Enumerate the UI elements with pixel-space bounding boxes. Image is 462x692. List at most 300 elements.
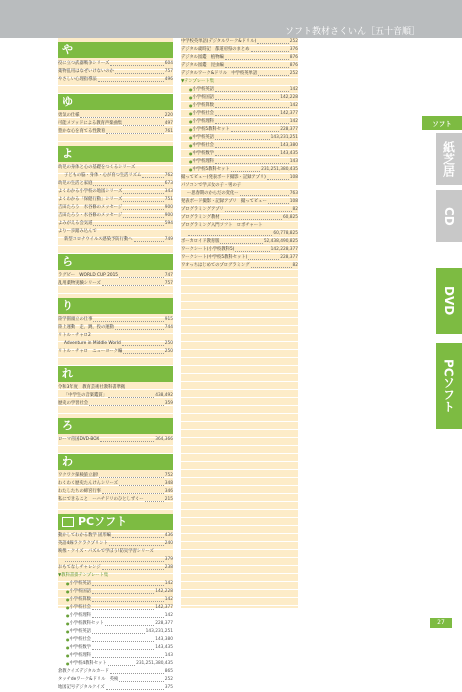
entry-title: ラグビー WORLD CUP 2015	[58, 273, 119, 278]
tab-cd-label: CD	[442, 206, 456, 226]
bullet-icon: ●	[189, 87, 193, 92]
entry-title: ワークシート(小学校教科5)	[181, 247, 235, 252]
bullet-icon: ●	[66, 613, 70, 618]
entry-page: 594	[164, 221, 173, 226]
leader-dots	[92, 604, 154, 610]
index-entry[interactable]	[58, 496, 173, 504]
leader-dots	[215, 110, 279, 116]
header-bar	[0, 0, 462, 38]
entry-page: 747	[164, 273, 173, 278]
entry-title: 可能メソッドによる教育声楽曲集	[58, 121, 123, 126]
section-header	[58, 366, 173, 382]
entry-title: 小学校5教科セット	[192, 127, 230, 132]
entry-title: 中学校英語	[192, 135, 214, 140]
entry-title: ▼テンプレート集	[181, 79, 214, 84]
bullet-icon: ●	[189, 111, 193, 116]
entry-page: 604	[164, 61, 173, 66]
entry-title: リトル・チャロ2	[58, 333, 91, 338]
section-header	[58, 146, 173, 162]
section-gap	[58, 444, 173, 450]
index-title: ソフト教材さくいん［五十音順］	[284, 27, 420, 37]
index-entry[interactable]	[58, 620, 173, 628]
index-entry[interactable]	[58, 324, 173, 332]
leader-dots	[215, 118, 289, 124]
section-gap	[58, 136, 173, 142]
bullet-icon: ●	[189, 127, 193, 132]
entry-title: 歴史の学習社会	[58, 401, 89, 406]
bullet-icon: ●	[189, 159, 193, 164]
entry-page: 876	[289, 63, 298, 68]
index-column-left	[58, 38, 173, 692]
entry-title: 英語4線ラクラクプリント	[58, 541, 108, 546]
index-entry[interactable]	[58, 112, 173, 120]
entry-page: 143,231,251	[145, 629, 173, 634]
index-entry[interactable]	[58, 272, 173, 280]
index-entry[interactable]	[181, 110, 298, 118]
index-entry[interactable]	[181, 198, 298, 206]
index-entry[interactable]	[58, 604, 173, 612]
entry-title: 中学校英語	[69, 629, 91, 634]
leader-dots	[92, 636, 154, 642]
entry-title: わたしたちの締宮行事	[58, 489, 101, 494]
entry-title: よりー歩踏み込んで	[58, 229, 97, 234]
index-entry[interactable]	[58, 480, 173, 488]
index-entry[interactable]	[181, 102, 298, 110]
index-entry[interactable]	[181, 46, 298, 54]
entry-page: 142,377	[280, 111, 298, 116]
entry-title: おもてなしチャレンジ	[58, 565, 101, 570]
entry-page: 82	[292, 263, 298, 268]
entry-page: 762	[164, 173, 173, 178]
index-entry[interactable]	[58, 68, 173, 76]
leader-dots	[123, 204, 164, 210]
entry-title: 陸上運動 走、跳、投の運動	[58, 325, 114, 330]
computer-icon	[62, 517, 74, 527]
section-header	[58, 298, 173, 314]
section-header-label: ら	[62, 255, 73, 268]
entry-page: 749	[164, 237, 173, 242]
leader-dots	[93, 220, 163, 226]
index-entry[interactable]	[58, 660, 173, 668]
entry-page: 496	[164, 77, 173, 82]
leader-dots	[102, 488, 164, 494]
section-header-label: ろ	[62, 419, 73, 432]
section-header-label: ゆ	[62, 95, 73, 108]
entry-page: 143	[289, 159, 298, 164]
entry-page: 876	[289, 55, 298, 60]
entry-page: 436	[164, 533, 173, 538]
leader-dots	[215, 150, 279, 156]
entry-title: 発表ボード撮影・記録アプリ 撮ってビュー	[181, 199, 267, 204]
tab-software-label: ソフト	[432, 119, 452, 128]
entry-page: 900	[164, 213, 173, 218]
leader-dots	[134, 236, 164, 242]
entry-page: 752	[164, 473, 173, 478]
index-entry[interactable]	[181, 78, 298, 86]
leader-dots	[119, 272, 164, 278]
leader-dots	[102, 564, 164, 570]
leader-dots	[106, 128, 164, 134]
entry-page: 143,231,251	[270, 135, 298, 140]
entry-page: 142	[164, 581, 173, 586]
bullet-icon: ●	[66, 581, 70, 586]
index-entry[interactable]	[181, 150, 298, 158]
index-entry[interactable]	[58, 196, 173, 204]
leader-dots	[235, 246, 269, 252]
bullet-icon: ●	[189, 151, 193, 156]
section-header	[58, 94, 173, 110]
tab-dvd-label: DVD	[442, 286, 456, 316]
entry-page: 215	[164, 497, 173, 502]
entry-title: 豊かな心を育てる性教育	[58, 129, 106, 134]
index-entry[interactable]	[58, 172, 173, 180]
leader-dots	[225, 54, 289, 60]
entry-title: 吉田たろう 水谷修のメッセージ	[58, 205, 123, 210]
entry-title: デジタル図鑑 昆虫編	[181, 63, 224, 68]
index-entry[interactable]	[58, 164, 173, 172]
bullet-icon: ●	[66, 653, 70, 658]
index-entry[interactable]	[58, 228, 173, 236]
index-column-right	[181, 38, 298, 270]
leader-dots	[112, 532, 164, 538]
index-entry[interactable]	[58, 684, 173, 692]
index-entry[interactable]	[58, 644, 173, 652]
section-gap	[58, 504, 173, 510]
leader-dots	[123, 188, 164, 194]
leader-dots	[110, 60, 163, 66]
bullet-icon: ●	[66, 605, 70, 610]
entry-page: 346	[164, 489, 173, 494]
entry-title: 私にできること ーハチドリのひとしずくー	[58, 497, 144, 502]
section-gap	[58, 356, 173, 362]
section-gap	[58, 408, 173, 414]
entry-title: 小学校英語	[192, 87, 214, 92]
leader-dots	[123, 196, 164, 202]
entry-title: ワクワク探検旅立創!	[58, 473, 99, 478]
entry-page: 252	[164, 677, 173, 682]
index-entry[interactable]	[58, 436, 173, 444]
index-entry[interactable]	[181, 70, 298, 78]
leader-dots	[93, 316, 163, 322]
leader-dots	[231, 166, 260, 172]
entry-page: 763	[289, 191, 298, 196]
leader-dots	[89, 400, 164, 406]
entry-title: ボーカロイド教育版	[181, 239, 220, 244]
index-entry[interactable]	[58, 280, 173, 288]
entry-page: 379	[164, 557, 173, 562]
section-header	[58, 254, 173, 270]
index-entry[interactable]	[181, 54, 298, 62]
bullet-icon: ●	[66, 589, 70, 594]
entry-title: タッチdeワーク&ドリル 英検	[58, 677, 119, 682]
index-entry[interactable]	[58, 488, 173, 496]
leader-dots	[142, 172, 164, 178]
entry-title: 幼児の身体と心の基礎をつくるシリーズ	[58, 165, 136, 170]
index-entry[interactable]	[58, 572, 173, 580]
entry-title: 中学校数学	[192, 151, 214, 156]
index-entry[interactable]	[58, 316, 173, 324]
index-entry[interactable]	[58, 588, 173, 596]
entry-title: 薬物乱用はなぜいけないのか	[58, 69, 114, 74]
index-entry[interactable]	[58, 628, 173, 636]
tab-kamishibai[interactable]	[436, 133, 462, 185]
leader-dots	[102, 280, 164, 286]
entry-title: デジタル図鑑 植物編	[181, 55, 224, 60]
entry-title: 小学校英語	[69, 581, 91, 586]
entry-title: 小学校算数	[192, 103, 214, 108]
leader-dots	[115, 324, 164, 330]
section-header-label: よ	[62, 147, 73, 160]
index-entry[interactable]	[58, 400, 173, 408]
leader-dots	[145, 496, 164, 502]
entry-page: 142,228	[280, 95, 298, 100]
leader-dots	[215, 142, 279, 148]
entry-page: 250	[164, 341, 173, 346]
entry-title: ー思春期のからだの変化ー	[187, 191, 239, 196]
leader-dots	[122, 340, 164, 346]
entry-title: Adventure in Middle World	[64, 341, 121, 346]
index-entry[interactable]	[181, 214, 298, 222]
entry-page: 364,366	[155, 437, 173, 442]
entry-page: 142,228,377	[270, 247, 298, 252]
leader-dots	[215, 158, 289, 164]
index-entry[interactable]	[58, 612, 173, 620]
index-entry[interactable]	[181, 222, 298, 230]
leader-dots	[215, 102, 289, 108]
index-entry[interactable]	[58, 188, 173, 196]
leader-dots	[100, 436, 154, 442]
leader-dots	[220, 238, 262, 244]
entry-title: デジタルワーク&ドリル 中学校英単語	[181, 71, 258, 76]
entry-title: 小学校理科	[192, 119, 214, 124]
index-entry[interactable]	[181, 94, 298, 102]
leader-dots	[92, 644, 154, 650]
index-entry[interactable]	[58, 472, 173, 480]
leader-dots	[257, 38, 289, 44]
leader-dots	[115, 68, 164, 74]
section-header-label: り	[62, 299, 73, 312]
entry-page: 252	[289, 71, 298, 76]
entry-title: リトル・チャロ ニューヨーク編	[58, 349, 123, 354]
entry-title: 新型コロナウイルス感染予防行動へ	[64, 237, 133, 242]
index-entry[interactable]	[58, 220, 173, 228]
entry-page: 142	[289, 119, 298, 124]
leader-dots	[123, 212, 164, 218]
entry-page: 60,825	[282, 215, 298, 220]
entry-page: 359	[164, 401, 173, 406]
section-header-label: わ	[62, 455, 73, 468]
entry-title: 乱用薬物実験シリーズ	[58, 281, 101, 286]
index-entry[interactable]	[181, 182, 298, 190]
entry-page: 142	[289, 103, 298, 108]
index-entry[interactable]	[58, 340, 173, 348]
entry-page: 497	[164, 121, 173, 126]
index-entry[interactable]	[58, 76, 173, 84]
entry-title: プログラミングアプリ	[181, 207, 224, 212]
index-entry[interactable]	[58, 668, 173, 676]
index-entry[interactable]	[181, 118, 298, 126]
index-entry[interactable]	[58, 204, 173, 212]
entry-page: 757	[164, 281, 173, 286]
entry-page: 915	[164, 317, 173, 322]
index-entry[interactable]	[58, 580, 173, 588]
leader-dots	[92, 652, 164, 658]
entry-page: 108	[289, 199, 298, 204]
leader-dots	[92, 580, 164, 586]
entry-title: 小学校理科	[69, 613, 91, 618]
leader-dots	[225, 62, 289, 68]
section-header	[58, 418, 173, 434]
entry-page: 142,377	[155, 605, 173, 610]
entry-title: 動かしてわかる数学 固形編	[58, 533, 111, 538]
index-entry[interactable]	[181, 262, 298, 270]
entry-title: 中学校5教科セット	[192, 167, 230, 172]
entry-title: 映像・クイズ・パズルで学ぼう!防災学習シリーズ	[58, 549, 154, 554]
section-header-label: れ	[62, 367, 73, 380]
entry-title: ワオっちはじめてのプログラミング	[181, 263, 250, 268]
entry-page: 744	[164, 325, 173, 330]
bullet-icon: ●	[189, 95, 193, 100]
index-entry[interactable]	[58, 636, 173, 644]
leader-dots	[231, 126, 280, 132]
tab-dvd[interactable]	[436, 268, 462, 334]
index-entry[interactable]	[181, 174, 298, 182]
index-entry[interactable]	[58, 236, 173, 244]
leader-dots	[110, 668, 164, 674]
entry-page: 60,778,825	[273, 231, 298, 236]
tab-pc-software[interactable]	[436, 343, 462, 429]
entry-page: 220	[164, 113, 173, 118]
section-gap	[58, 244, 173, 250]
index-entry[interactable]	[58, 532, 173, 540]
page-number: 27	[430, 618, 452, 628]
index-entry[interactable]	[58, 180, 173, 188]
entry-page: 252	[289, 39, 298, 44]
entry-page: 438,492	[155, 393, 173, 398]
entry-title: ▼教科書掛テンプレート集	[58, 573, 109, 578]
entry-title: わくわく歴史たんけんシリーズ	[58, 481, 118, 486]
entry-title: 令和3年度 教育芸術社教科書準拠	[58, 385, 126, 390]
leader-dots	[248, 254, 279, 260]
bullet-icon: ●	[66, 629, 70, 634]
index-entry[interactable]	[181, 206, 298, 214]
leader-dots	[92, 612, 164, 618]
index-entry[interactable]	[181, 246, 298, 254]
bullet-icon: ●	[66, 597, 70, 602]
bullet-icon: ●	[189, 119, 193, 124]
entry-page: 375	[164, 685, 173, 690]
entry-page: 143	[164, 653, 173, 658]
entry-title: 小学校社会	[192, 111, 214, 116]
leader-dots	[108, 392, 154, 398]
leader-dots	[99, 472, 163, 478]
index-entry[interactable]	[181, 142, 298, 150]
index-entry[interactable]	[58, 128, 173, 136]
leader-dots	[240, 190, 289, 196]
index-entry[interactable]	[181, 86, 298, 94]
entry-page: 348	[164, 481, 173, 486]
entry-page: 228,377	[155, 621, 173, 626]
entry-title: 小学校社会	[69, 605, 91, 610]
tab-software[interactable]	[422, 116, 462, 130]
leader-dots	[188, 230, 272, 236]
entry-page: 376	[289, 47, 298, 52]
index-entry[interactable]	[58, 392, 173, 400]
entry-page: 900	[164, 205, 173, 210]
entry-page: 231,251,380,435	[136, 661, 173, 666]
leader-dots	[108, 660, 135, 666]
index-entry[interactable]	[181, 62, 298, 70]
index-entry[interactable]	[181, 158, 298, 166]
bullet-icon: ●	[189, 103, 193, 108]
leader-dots	[92, 588, 154, 594]
entry-page: 82	[292, 207, 298, 212]
entry-page: 240	[164, 541, 173, 546]
entry-page: 142,228	[155, 589, 173, 594]
index-entry[interactable]	[58, 596, 173, 604]
entry-page: 238	[164, 565, 173, 570]
leader-dots	[215, 94, 279, 100]
index-entry[interactable]	[58, 548, 173, 556]
entry-title: 中学校理科	[69, 653, 91, 658]
index-entry[interactable]	[181, 126, 298, 134]
entry-page: 143,380	[280, 143, 298, 148]
leader-dots	[92, 628, 145, 634]
index-entry[interactable]	[181, 134, 298, 142]
entry-page: 865	[164, 669, 173, 674]
leader-dots	[80, 112, 163, 118]
entry-title: 中学校理科	[192, 159, 214, 164]
section-header	[58, 454, 173, 470]
index-entry[interactable]	[58, 332, 173, 340]
entry-page: 231,251,380,435	[261, 167, 298, 172]
leader-dots	[123, 348, 163, 354]
entry-title: 「中学生の音楽鑑賞」	[64, 393, 107, 398]
tab-cd[interactable]	[436, 190, 462, 242]
entry-title: 倉教クイズデジタルカード	[58, 669, 109, 674]
leader-dots	[123, 120, 164, 126]
leader-dots	[251, 46, 289, 52]
leader-dots	[258, 70, 289, 76]
index-entry[interactable]	[58, 556, 173, 564]
index-entry[interactable]	[58, 120, 173, 128]
entry-title: 地図記号デジタルクイズ	[58, 685, 105, 690]
section-header-label: や	[62, 43, 73, 56]
index-entry[interactable]	[181, 254, 298, 262]
entry-title: デジタル歳時記 都道府県のまとめ	[181, 47, 250, 52]
index-entry[interactable]	[58, 348, 173, 356]
entry-page: 228,377	[280, 127, 298, 132]
index-entry[interactable]	[181, 190, 298, 198]
index-entry[interactable]	[58, 652, 173, 660]
section-header-label: PCソフト	[78, 515, 128, 528]
index-entry[interactable]	[181, 166, 298, 174]
index-entry[interactable]	[58, 564, 173, 572]
section-header	[58, 42, 173, 58]
index-entry[interactable]	[58, 60, 173, 68]
index-entry[interactable]	[181, 230, 298, 238]
index-entry[interactable]	[181, 38, 298, 46]
index-entry[interactable]	[181, 238, 298, 246]
index-entry[interactable]	[58, 384, 173, 392]
index-entry[interactable]	[58, 676, 173, 684]
entry-page: 673	[164, 181, 173, 186]
index-entry[interactable]	[58, 212, 173, 220]
entry-title: 撮ってビュー(発表ボード撮影・記録アプリ)	[181, 175, 266, 180]
index-entry[interactable]	[58, 540, 173, 548]
section-header	[58, 514, 173, 530]
leader-dots	[215, 134, 270, 140]
